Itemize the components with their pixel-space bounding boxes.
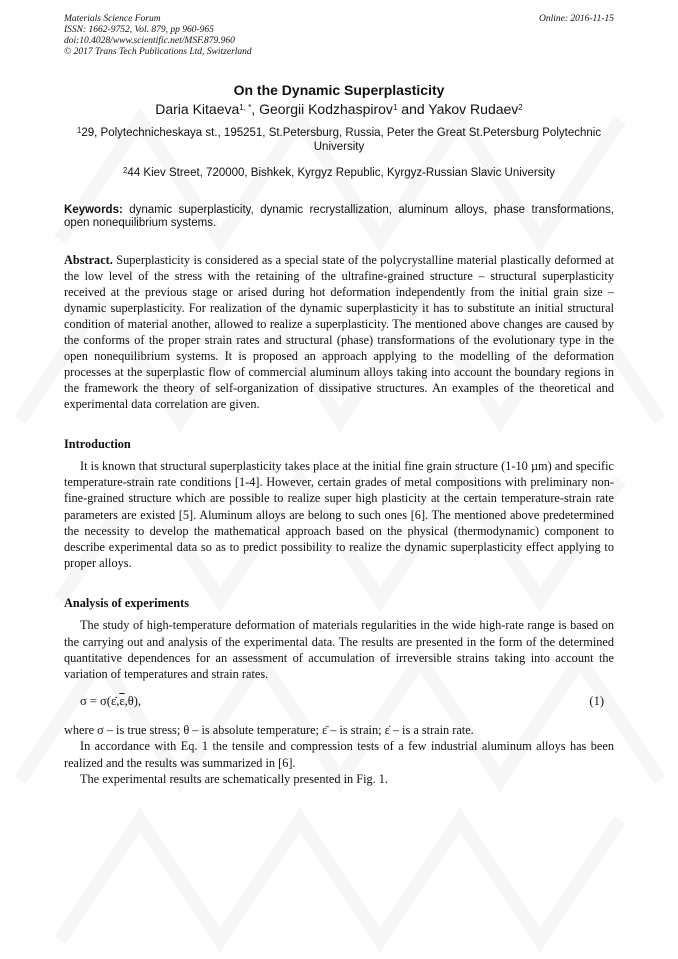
introduction-heading: Introduction [64, 437, 131, 451]
issn-line: ISSN: 1662-9752, Vol. 879, pp 960-965 [64, 25, 214, 35]
author-separator: and [397, 101, 429, 117]
equation-strain: $\overline{\varepsilon}$ [119, 694, 125, 709]
analysis-heading: Analysis of experiments [64, 596, 190, 611]
abstract-label: Abstract. [64, 253, 113, 267]
equation-number: (1) [589, 694, 604, 709]
keywords [64, 204, 614, 230]
keywords-text: dynamic superplasticity, dynamic recrystallization, aluminum alloys, phase transformations, open nonequilibrium systems. [64, 204, 614, 229]
equation-separator: , [116, 694, 120, 709]
analysis-paragraph-2: In accordance with Eq. 1 the tensile and compression tests of a few industrial aluminum alloys has been realized and the results was summarized in [6]. [64, 739, 614, 770]
affiliation-mark: 2 [122, 166, 128, 175]
where-definitions: where σ – is true stress; θ – is absolute temperature; ε̄ – is strain; ε̇ – is a strain rate. [64, 723, 474, 738]
author-affiliation-mark: 1, * [239, 103, 252, 112]
introduction-paragraph: It is known that structural superplasticity takes place at the initial fine grain structure (1-10 µm) and specific temperature-strain rate conditions [1-4]. However, certain grades of metal compositions with preliminary non-fine-grained structure which are possible to realize super high plasticity at the certain temperature-strain rate parameters are existed [5]. Aluminum alloys are belong to such ones [6]. The mentioned above predetermined the necessity to develop the mathematical approach based on the physical (thermodynamic) component to describe experimental data so as to predict possibility to realize the dynamic superplasticity effect applying to proper alloys. [64, 459, 614, 571]
equation-lhs: σ = σ( [80, 694, 111, 709]
author-separator: , [251, 101, 260, 117]
online-date: Online: 2016-11-15 [538, 14, 614, 24]
affiliation-mark: 1 [76, 126, 82, 135]
copyright-line: © 2017 Trans Tech Publications Ltd, Switzerland [64, 47, 252, 57]
author-affiliation-mark: 2 [518, 103, 523, 112]
journal-header [64, 14, 614, 66]
page-content [64, 14, 614, 787]
abstract-text: Superplasticity is considered as a special state of the polycrystalline material plastically deformed at the low level of the stress with the retaining of the ultrafine-grained structure – structural superplasticity received at the previous stage or arised during hot deformation independently from the initial grain size – dynamic superplasticity. For realization of the dynamic superplasticity it has to substitute an initial structural condition of material another, allowed to realize a superplasticity. The mentioned above changes are caused by the conforms of the proper strain rates and structural (phase) transformations of the evolutionary type in the open nonequilibrium systems. It is proposed an approach applying to the modelling of the deformation processes at the superplastic flow of commercial aluminum alloys taking into account the boundary regions in the framework the theory of self-organization of dissipative structures. An examples of the theoretical and experimental data correlation are given. [64, 253, 614, 411]
author-affiliation-mark: 1 [392, 103, 398, 112]
doi-line[interactable]: doi:10.4028/www.scientific.net/MSF.879.960 [64, 36, 235, 46]
author-list [64, 101, 614, 118]
equation-expression [80, 694, 141, 709]
author-name: Georgii Kodzhaspirov [259, 101, 393, 117]
affiliation-2 [64, 166, 614, 180]
equation-strain-rate: ε̇ [110, 694, 117, 709]
affiliation-1 [64, 126, 614, 154]
paper-title: On the Dynamic Superplasticity [233, 82, 445, 98]
analysis-paragraph-3: The experimental results are schematically presented in Fig. 1. [80, 771, 388, 786]
equation-1 [64, 694, 614, 714]
journal-name: Materials Science Forum [64, 14, 161, 24]
affiliation-text: 44 Kiev Street, 720000, Bishkek, Kyrgyz Republic, Kyrgyz-Russian Slavic University [127, 167, 556, 179]
equation-tail: ,θ), [124, 694, 141, 709]
author-name: Daria Kitaeva [155, 101, 240, 117]
affiliation-text: 29, Polytechnicheskaya st., 195251, St.Petersburg, Russia, Peter the Great St.Petersburg Polytechnic University [81, 127, 602, 153]
analysis-paragraph: The study of high-temperature deformation of materials regularities in the wide high-rate range is based on the carrying out and analysis of the experimental data. The results are presented in the form of the determined quantitative dependences for an assessment of accumulation of irreversible strains taking into account the variation of temperatures and strain rates. [64, 618, 614, 682]
keywords-label: Keywords: [64, 204, 123, 216]
abstract [64, 252, 614, 412]
header-left [64, 14, 614, 58]
author-name: Yakov Rudaev [428, 101, 519, 117]
